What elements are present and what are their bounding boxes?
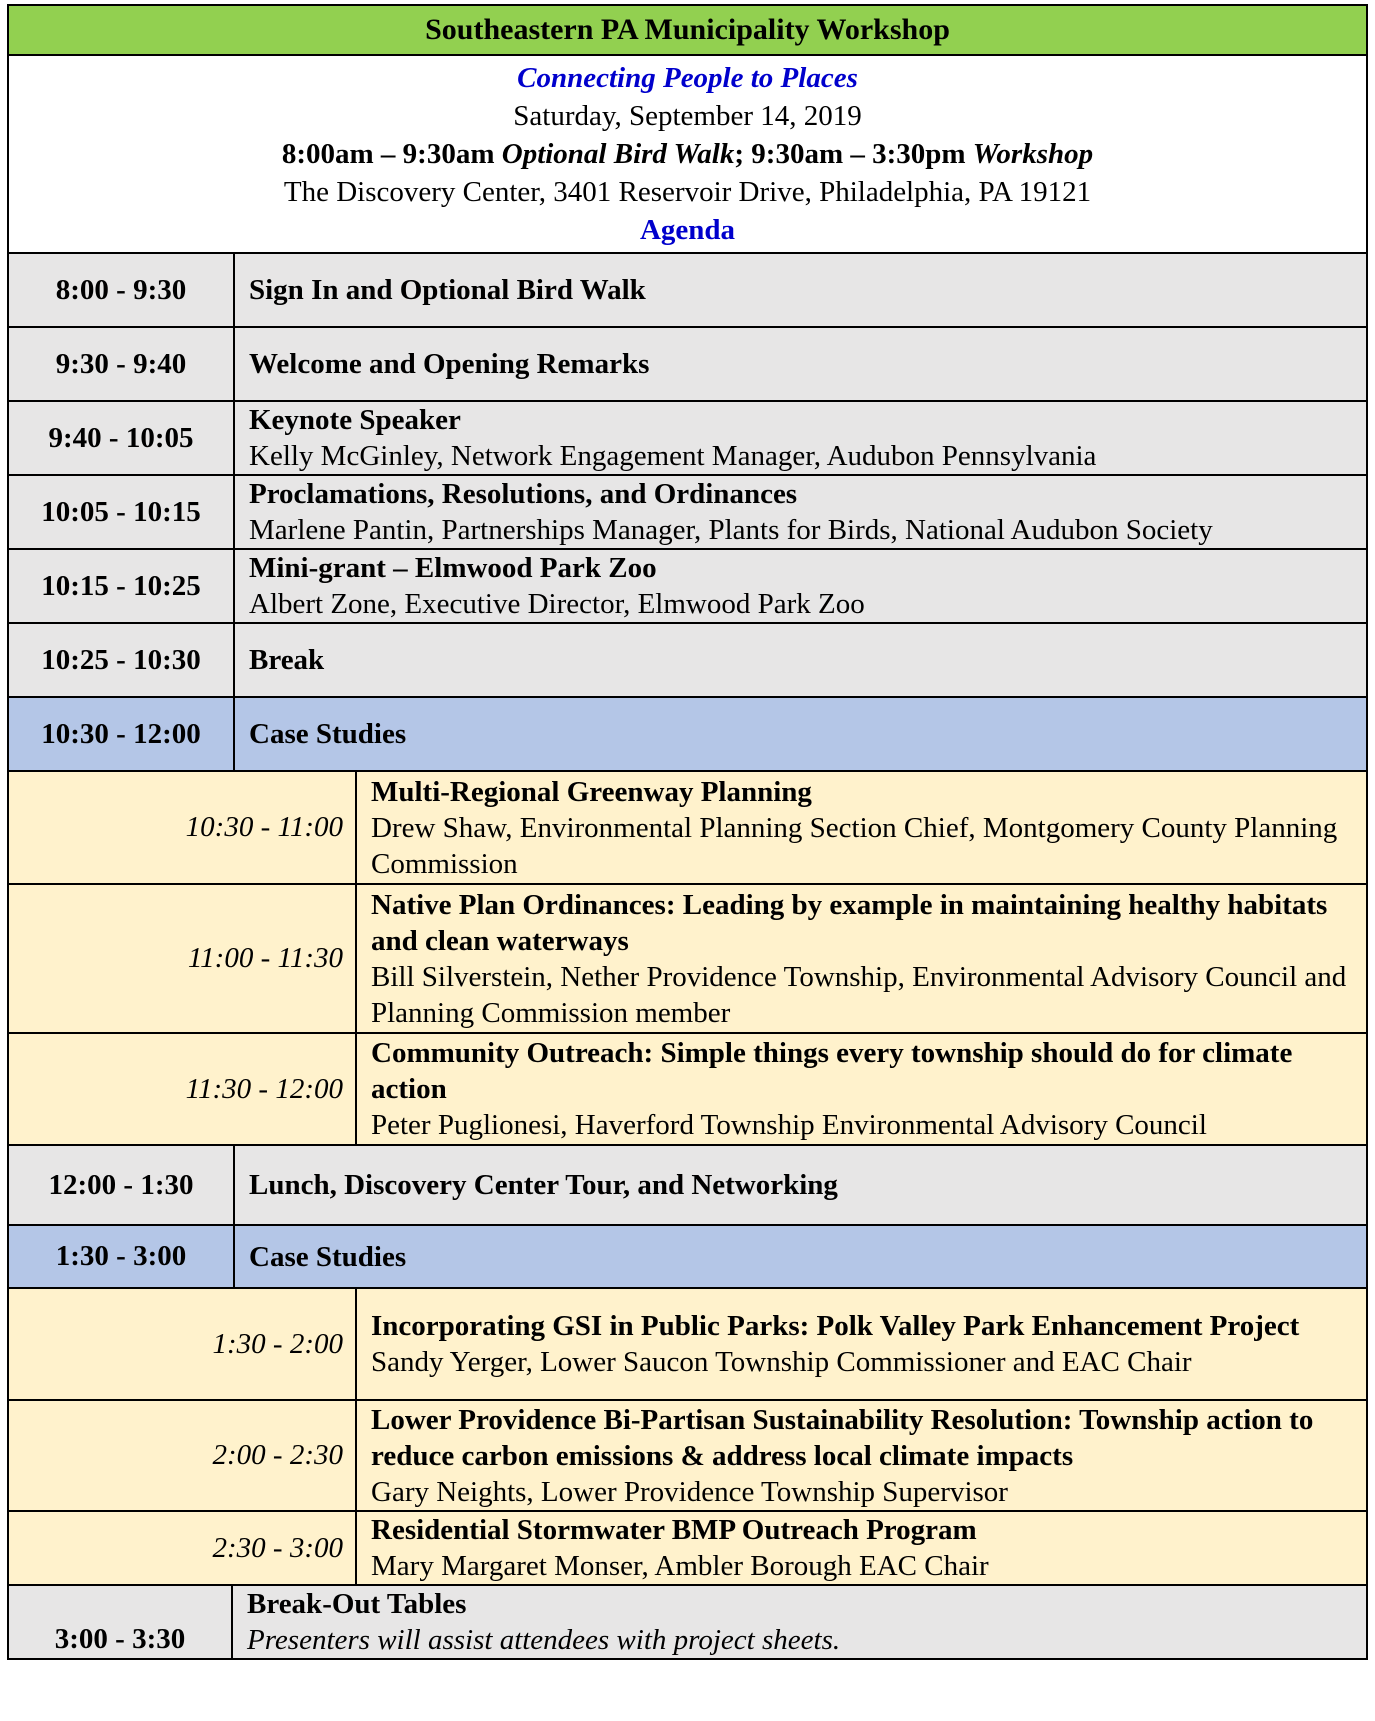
row-title: Case Studies	[249, 1240, 407, 1273]
agenda-row-section	[9, 696, 1366, 770]
row-time: 1:30 - 3:00	[9, 1226, 235, 1287]
agenda-subrow	[9, 1510, 1366, 1584]
row-detail: Bill Silverstein, Nether Providence Township, Environmental Advisory Council and Planning Commission member	[371, 960, 1347, 1029]
workshop-subtitle: Connecting People to Places	[517, 62, 858, 94]
row-title: Sign In and Optional Bird Walk	[249, 274, 646, 306]
row-detail: Albert Zone, Executive Director, Elmwood Park Zoo	[249, 588, 865, 620]
row-title: Residential Stormwater BMP Outreach Program	[371, 1514, 977, 1546]
agenda-subrow	[9, 1287, 1366, 1399]
row-time: 8:00 - 9:30	[9, 254, 235, 326]
row-detail: Gary Neights, Lower Providence Township Supervisor	[371, 1475, 1008, 1508]
agenda-subrow	[9, 770, 1366, 883]
workshop-times	[9, 135, 1366, 173]
row-title: Keynote Speaker	[249, 404, 461, 436]
row-time: 10:25 - 10:30	[9, 624, 235, 696]
row-title: Proclamations, Resolutions, and Ordinances	[249, 478, 798, 510]
row-time: 9:40 - 10:05	[9, 402, 235, 474]
row-detail: Kelly McGinley, Network Engagement Manager, Audubon Pennsylvania	[249, 440, 1097, 472]
row-time: 9:30 - 9:40	[9, 328, 235, 400]
row-time: 11:00 - 11:30	[9, 885, 357, 1032]
agenda-subrow	[9, 883, 1366, 1032]
agenda-row	[9, 1584, 1366, 1658]
row-time: 1:30 - 2:00	[9, 1289, 357, 1399]
row-time: 12:00 - 1:30	[9, 1146, 235, 1224]
row-time: 10:05 - 10:15	[9, 476, 235, 548]
row-detail: Peter Puglionesi, Haverford Township Environmental Advisory Council	[371, 1109, 1207, 1141]
agenda-row	[9, 252, 1366, 326]
row-time: 10:30 - 11:00	[9, 772, 357, 883]
row-time: 10:30 - 12:00	[9, 698, 235, 770]
row-detail: Mary Margaret Monser, Ambler Borough EAC Chair	[371, 1550, 989, 1582]
agenda-heading: Agenda	[639, 214, 736, 246]
workshop-title: Southeastern PA Municipality Workshop	[9, 6, 1366, 56]
agenda-table	[7, 4, 1368, 1660]
workshop-location: The Discovery Center, 3401 Reservoir Drive, Philadelphia, PA 19121	[283, 176, 1092, 208]
row-time: 2:00 - 2:30	[9, 1401, 357, 1510]
row-time: 3:00 - 3:30	[9, 1586, 233, 1658]
row-time: 11:30 - 12:00	[9, 1034, 357, 1144]
walk-label: Optional Bird Walk	[501, 138, 735, 170]
agenda-row	[9, 400, 1366, 474]
agenda-row	[9, 474, 1366, 548]
row-title: Multi-Regional Greenway Planning	[371, 775, 812, 808]
row-title: Mini-grant – Elmwood Park Zoo	[249, 552, 657, 584]
row-title: Incorporating GSI in Public Parks: Polk Valley Park Enhancement Project	[371, 1310, 1300, 1342]
agenda-subrow	[9, 1032, 1366, 1144]
row-title: Welcome and Opening Remarks	[249, 348, 650, 380]
row-time: 10:15 - 10:25	[9, 550, 235, 622]
workshop-info	[9, 56, 1366, 252]
row-detail: Marlene Pantin, Partnerships Manager, Plants for Birds, National Audubon Society	[249, 514, 1213, 546]
times-separator: ;	[734, 138, 745, 170]
walk-time: 8:00am – 9:30am	[281, 138, 495, 170]
row-title: Native Plan Ordinances: Leading by example in maintaining healthy habitats and clean waterways	[371, 888, 1328, 957]
workshop-label: Workshop	[972, 138, 1094, 170]
agenda-row	[9, 622, 1366, 696]
row-title: Break-Out Tables	[247, 1588, 467, 1620]
agenda-subrow	[9, 1399, 1366, 1510]
row-title: Community Outreach: Simple things every township should do for climate action	[371, 1037, 1293, 1105]
row-detail: Sandy Yerger, Lower Saucon Township Commissioner and EAC Chair	[371, 1346, 1192, 1378]
row-title: Lunch, Discovery Center Tour, and Networking	[249, 1169, 838, 1201]
row-title: Case Studies	[249, 718, 407, 750]
row-time: 2:30 - 3:00	[9, 1512, 357, 1584]
agenda-row-section	[9, 1224, 1366, 1287]
workshop-date: Saturday, September 14, 2019	[513, 100, 862, 132]
row-detail: Presenters will assist attendees with project sheets.	[247, 1624, 841, 1656]
agenda-row	[9, 548, 1366, 622]
row-detail: Drew Shaw, Environmental Planning Section Chief, Montgomery County Planning Commission	[371, 811, 1338, 880]
workshop-time: 9:30am – 3:30pm	[751, 138, 966, 170]
row-title: Lower Providence Bi-Partisan Sustainability Resolution: Township action to reduce carbon emissions & address local climate impacts	[371, 1403, 1314, 1472]
agenda-row	[9, 326, 1366, 400]
row-title: Break	[249, 644, 325, 676]
agenda-row	[9, 1144, 1366, 1224]
